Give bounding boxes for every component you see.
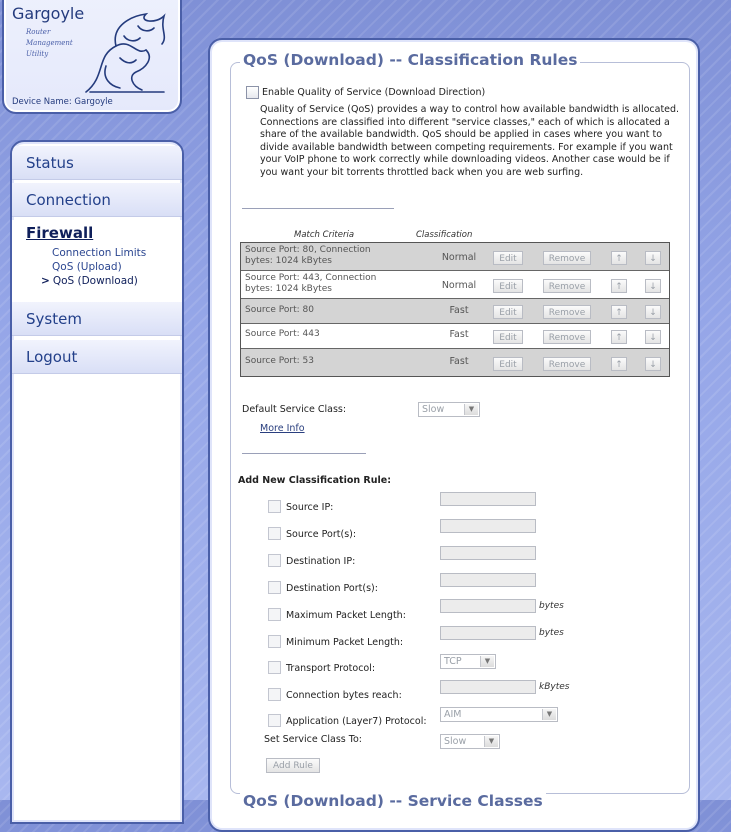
service-classes-title: QoS (Download) -- Service Classes [240,792,546,810]
min-length-unit: bytes [539,628,564,638]
chevron-down-icon: ▼ [484,736,498,747]
min-length-checkbox[interactable] [268,635,281,648]
transport-value: TCP [444,656,462,667]
nav-subitem-qos-upload[interactable]: QoS (Upload) [52,261,122,273]
edit-button[interactable]: Edit [493,305,523,319]
max-length-label: Maximum Packet Length: [286,610,406,621]
max-length-input[interactable] [440,599,536,613]
remove-button[interactable]: Remove [543,305,591,319]
table-row [241,349,669,376]
nav-subitem-qos-download[interactable] [41,275,138,287]
rule-criteria: Source Port: 443, Connection bytes: 1024 kBytes [245,273,377,294]
move-up-button[interactable]: ↑ [611,330,627,344]
logo-subtitle-management: Management [26,39,73,47]
set-class-value: Slow [444,736,467,747]
move-down-button[interactable]: ↓ [645,251,661,265]
set-class-select[interactable] [440,734,500,749]
set-class-label: Set Service Class To: [264,734,362,745]
logo-subtitle-router: Router [26,28,51,36]
rule-criteria: Source Port: 443 [245,329,320,339]
enable-qos-checkbox[interactable] [246,86,259,99]
add-rule-title: Add New Classification Rule: [238,475,391,486]
source-ip-input[interactable] [440,492,536,506]
dest-port-label: Destination Port(s): [286,583,378,594]
chevron-down-icon: ▼ [464,404,478,415]
source-port-checkbox[interactable] [268,527,281,540]
move-up-button[interactable]: ↑ [611,251,627,265]
main-panel [208,38,700,832]
dest-ip-input[interactable] [440,546,536,560]
table-row [241,243,669,271]
gargoyle-logo-icon [76,6,172,96]
dest-ip-checkbox[interactable] [268,554,281,567]
more-info-link[interactable]: More Info [260,423,305,434]
rule-criteria: Source Port: 53 [245,356,314,366]
transport-checkbox[interactable] [268,661,281,674]
move-down-button[interactable]: ↓ [645,357,661,371]
app-proto-label: Application (Layer7) Protocol: [286,716,427,727]
conn-bytes-input[interactable] [440,680,536,694]
chevron-down-icon: ▼ [480,656,494,667]
rule-classification: Fast [449,356,469,367]
remove-button[interactable]: Remove [543,279,591,293]
sidebar-nav [10,140,184,824]
logo-title: Gargoyle [12,4,85,23]
rule-classification: Fast [449,329,469,340]
transport-label: Transport Protocol: [286,663,376,674]
divider [242,453,366,454]
source-ip-label: Source IP: [286,502,334,513]
active-marker: > [41,275,50,287]
edit-button[interactable]: Edit [493,279,523,293]
max-length-unit: bytes [539,601,564,611]
transport-select[interactable] [440,654,496,669]
move-down-button[interactable]: ↓ [645,305,661,319]
chevron-down-icon: ▼ [542,709,556,720]
rule-criteria: Source Port: 80 [245,305,314,315]
divider [242,208,394,209]
app-proto-select[interactable] [440,707,558,722]
rule-criteria: Source Port: 80, Connection bytes: 1024 kBytes [245,245,371,266]
nav-subitem-qos-download-label: QoS (Download) [52,275,138,287]
rules-table [240,242,670,377]
logo-subtitle-utility: Utility [26,50,49,58]
conn-bytes-checkbox[interactable] [268,688,281,701]
remove-button[interactable]: Remove [543,330,591,344]
default-class-label: Default Service Class: [242,404,347,415]
min-length-input[interactable] [440,626,536,640]
qos-description: Quality of Service (QoS) provides a way to control how available bandwidth is allocated. Connections are classified into different "service classes," each of which is allocated a share of the available bandwidth. QoS should be applied in cases where you want to divide available bandwidth between competing requirements. For example if you want your VoIP phone to work correctly while downloading videos. Another case would be if you want your bit torrents throttled back when you are web surfing. [260,104,680,178]
rule-classification: Fast [449,305,469,316]
move-down-button[interactable]: ↓ [645,279,661,293]
enable-qos-label: Enable Quality of Service (Download Direction) [262,87,486,98]
nav-item-logout[interactable]: Logout [12,340,182,374]
conn-bytes-unit: kBytes [539,682,570,692]
move-up-button[interactable]: ↑ [611,305,627,319]
app-proto-checkbox[interactable] [268,714,281,727]
max-length-checkbox[interactable] [268,608,281,621]
source-port-label: Source Port(s): [286,529,357,540]
app-proto-value: AIM [444,709,462,720]
default-class-value: Slow [422,404,445,415]
nav-item-connection[interactable]: Connection [12,183,182,217]
move-down-button[interactable]: ↓ [645,330,661,344]
nav-item-system[interactable]: System [12,302,182,336]
default-class-select[interactable] [418,402,480,417]
device-name: Device Name: Gargoyle [12,97,113,107]
rule-classification: Normal [441,280,477,291]
col-header-match-criteria: Match Criteria [294,230,355,240]
add-rule-button[interactable]: Add Rule [266,758,320,773]
move-up-button[interactable]: ↑ [611,357,627,371]
move-up-button[interactable]: ↑ [611,279,627,293]
nav-item-firewall[interactable]: Firewall [26,224,94,242]
conn-bytes-label: Connection bytes reach: [286,690,402,701]
edit-button[interactable]: Edit [493,357,523,371]
min-length-label: Minimum Packet Length: [286,637,404,648]
table-row [241,271,669,299]
dest-port-checkbox[interactable] [268,581,281,594]
table-row [241,324,669,349]
source-ip-checkbox[interactable] [268,500,281,513]
nav-section-firewall [12,220,182,305]
table-row [241,299,669,324]
col-header-classification: Classification [416,230,473,240]
nav-subitem-connection-limits[interactable]: Connection Limits [52,247,147,259]
remove-button[interactable]: Remove [543,357,591,371]
nav-item-status[interactable]: Status [12,146,182,180]
dest-ip-label: Destination IP: [286,556,356,567]
remove-button[interactable]: Remove [543,251,591,265]
page-title: QoS (Download) -- Classification Rules [240,51,580,69]
rule-classification: Normal [441,252,477,263]
dest-port-input[interactable] [440,573,536,587]
edit-button[interactable]: Edit [493,330,523,344]
logo-panel [2,0,182,114]
edit-button[interactable]: Edit [493,251,523,265]
source-port-input[interactable] [440,519,536,533]
